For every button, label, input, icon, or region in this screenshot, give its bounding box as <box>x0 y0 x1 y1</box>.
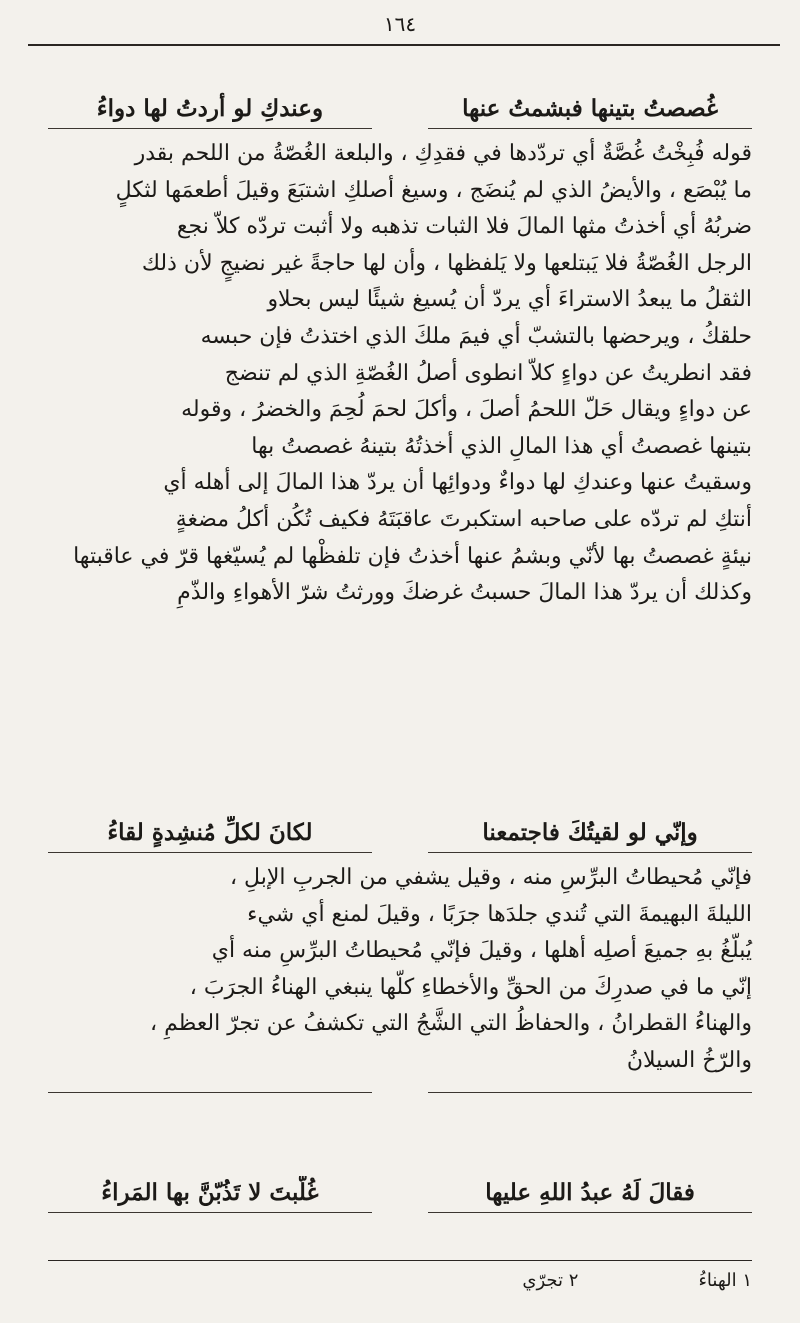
verse-hemistich-left: وعندكِ لو أردتُ لها دواءُ <box>96 95 324 122</box>
commentary-line: بتينها غصصتُ أي هذا المالِ الذي أخذتُهُ بتينهُ غصصتُ بها <box>251 433 752 459</box>
verse-line <box>48 1176 752 1210</box>
verse-hemistich-right: وإنّي لو لقيتُكَ فاجتمعنا <box>482 819 698 846</box>
commentary-line: نيئةٍ غصصتُ بها لأنّي وبشمُ عنها أخذتُ فإن تلفظْها لم يُسيّغها قرّ في عاقبتها <box>73 543 752 569</box>
verse-block-3 <box>48 1090 752 1094</box>
commentary-line: الليلةَ البهيمةَ التي تُندي جلدَها جرَبًا ، وقيلَ لمنع أي شيء <box>247 901 752 927</box>
commentary-line: وسقيتُ عنها وعندكِ لها دواءٌ ودوائِها أن يردّ هذا المالَ إلى أهله أي <box>163 470 752 496</box>
footnote: ١ الهناءُ <box>698 1270 752 1291</box>
commentary-block-2 <box>48 860 752 1080</box>
verse-hemistich-right: غُصصتُ بتينها فبشمتُ عنها <box>462 95 719 122</box>
footnote: ٢ تجرّي <box>522 1270 579 1291</box>
header-rule <box>28 44 780 46</box>
verse-line <box>48 92 752 126</box>
verse-block-2 <box>48 816 752 854</box>
commentary-line: إنّي ما في صدرِكَ من الحقِّ والأخطاءِ كلّها ينبغي الهناءُ الجرَبَ ، <box>189 974 752 1000</box>
commentary-line: الرجل الغُصّةُ فلا يَبتلعها ولا يَلفظها ، وأن لها حاجةً غير نضيجٍ لأن ذلك <box>141 250 752 276</box>
commentary-line: والرّخُ السيلانُ <box>626 1047 752 1073</box>
commentary-line: أنتكِ لم تردّه على صاحبه استكبرتَ عاقبَتَهُ فكيف تُكُن أكلُ مضغةٍ <box>175 506 752 532</box>
verse-rule <box>48 852 752 854</box>
footnotes <box>48 1270 752 1291</box>
commentary-line: فإنّي مُحيطاتُ البرِّسِ منه ، وقيل يشفي من الجربِ الإبلِ ، <box>229 865 752 890</box>
commentary-line: يُبلّغُ بهِ جميعَ أصلِه أهلها ، وقيلَ فإنّي مُحيطاتُ البرِّسِ منه أي <box>211 938 752 964</box>
verse-hemistich-right: فقالَ لَهُ عبدُ اللهِ عليها <box>485 1179 695 1206</box>
commentary-line: عن دواءٍ ويقال حَلّ اللحمُ أصلَ ، وأكلَ لحمَ لُحِمَ والخضرُ ، وقوله <box>181 397 752 423</box>
verse-block-3-line <box>48 1176 752 1214</box>
verse-rule <box>48 1212 752 1214</box>
verse-rule <box>48 1092 752 1094</box>
commentary-line: ما يُبْصَع ، والأيضُ الذي لم يُنضَج ، وسيغ أصلكِ اشتبَعَ وقيلَ أطعمَها لثكلٍ <box>115 177 752 203</box>
commentary-line: والهناءُ القطرانُ ، والحفاظُ التي الشَّجُ التي تكشفُ عن تجرّ العظمِ ، <box>150 1011 752 1037</box>
verse-hemistich-left: غُلّبتَ لا تَذُبّنَّ بها المَراءُ <box>101 1179 319 1206</box>
commentary-line: قوله فُبِخْتُ غُصَّةٌ أي تردّدها في فقدِكِ ، والبلعة الغُصّةُ من اللحم بقدر <box>134 141 752 166</box>
page-number: ١٦٤ <box>383 12 417 36</box>
verse-line <box>48 816 752 850</box>
commentary-block-1 <box>48 136 752 612</box>
verse-block-1 <box>48 92 752 130</box>
footnote-rule <box>48 1260 752 1261</box>
verse-rule <box>48 128 752 130</box>
verse-hemistich-left: لكانَ لكلِّ مُنشِدةٍ لقاءُ <box>107 819 313 846</box>
commentary-line: وكذلك أن يردّ هذا المالَ حسبتُ غرضكَ وورثتُ شرّ الأهواءِ والذّمِ <box>177 580 752 606</box>
commentary-line: الثقلُ ما يبعدُ الاستراءَ أي يردّ أن يُسيغ شيئًا ليس بحلاو <box>267 287 752 313</box>
commentary-line: ضربُهُ أي أخذتُ مثها المالَ فلا الثبات تذهبه ولا أثبت تردّه كلاّ نجع <box>176 214 752 240</box>
commentary-line: حلقكُ ، ويرحضها بالتشبّ أي فيمَ ملكَ الذي اختذتُ فإن حبسه <box>200 323 752 349</box>
commentary-line: فقد انطريتُ عن دواءٍ كلاّ انطوى أصلُ الغُصّةِ الذي لم تنضج <box>224 360 752 386</box>
